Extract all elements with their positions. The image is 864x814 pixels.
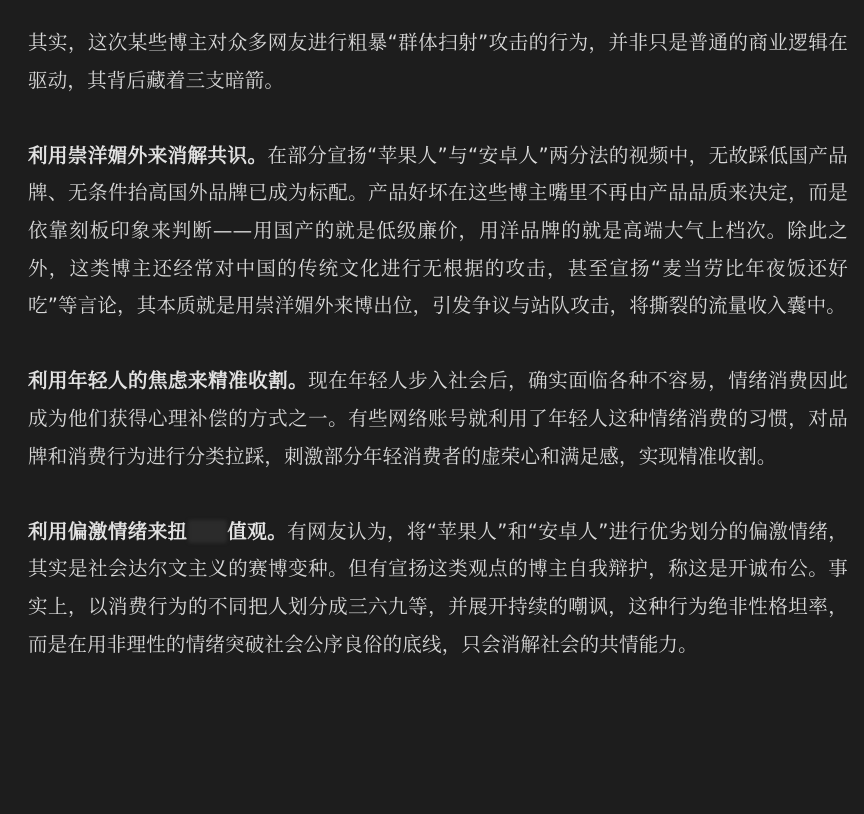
blurred-text-overlay: [188, 520, 227, 544]
section-lead-3-end: 值观。: [227, 519, 288, 543]
section-lead-3: [28, 520, 287, 543]
section-body-1: 在部分宣扬“苹果人”与“安卓人”两分法的视频中，无故踩低国产品牌、无条件抬高国外品牌已成为标配。产品好坏在这些博主嘴里不再由产品品质来决定，而是依靠刻板印象来判断——用国产的就是低级廉价，用洋品牌的就是高端大气上档次。除此之外，这类博主还经常对中国的传统文化进行无根据的攻击，甚至宣扬“麦当劳比年夜饭还好吃”等言论，其本质就是用崇洋媚外来博出位，引发争议与站队攻击，将撕裂的流量收入囊中。: [28, 143, 848, 318]
section-lead-3-start: 利用偏激情绪来扭: [28, 519, 188, 543]
section-lead-2: 利用年轻人的焦虑来精准收割。: [28, 369, 309, 393]
section-body-3: 有网友认为，将“苹果人”和“安卓人”进行优劣划分的偏激情绪，其实是社会达尔文主义的赛博变种。但有宣扬这类观点的博主自我辩护，称这是开诚布公。事实上，以消费行为的不同把人划分成三六九等，并展开持续的嘲讽，这种行为绝非性格坦率，而是在用非理性的情绪突破社会公序良俗的底线，只会消解社会的共情能力。: [28, 519, 848, 656]
intro-paragraph: [28, 24, 848, 99]
section-body-2: 现在年轻人步入社会后，确实面临各种不容易，情绪消费因此成为他们获得心理补偿的方式之一。有些网络账号就利用了年轻人这种情绪消费的习惯，对品牌和消费行为进行分类拉踩，刺激部分年轻消费者的虚荣心和满足感，实现精准收割。: [28, 369, 848, 468]
section-lead-1: 利用崇洋媚外来消解共识。: [28, 143, 268, 167]
section-paragraph-3: [28, 513, 848, 663]
section-paragraph-1: [28, 137, 848, 325]
section-paragraph-2: [28, 362, 848, 475]
intro-text: 其实，这次某些博主对众多网友进行粗暴“群体扫射”攻击的行为，并非只是普通的商业逻辑在驱动，其背后藏着三支暗箭。: [28, 31, 848, 92]
